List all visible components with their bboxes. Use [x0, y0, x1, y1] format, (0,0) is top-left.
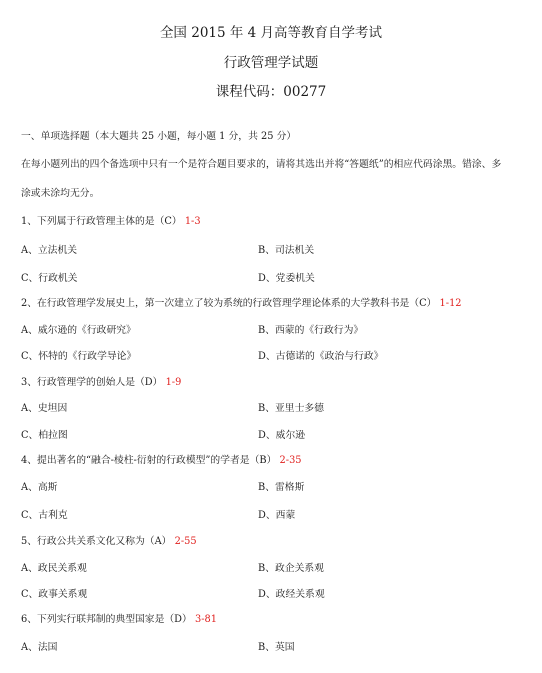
instruction-line-1: 在每小题列出的四个备选项中只有一个是符合题目要求的，请将其选出并将“答题纸”的相应代码涂黑。错涂、多	[21, 159, 502, 170]
option-b: B、亚里士多德	[258, 403, 324, 414]
question-reference: 2-55	[174, 536, 197, 547]
question-reference: 1-12	[439, 298, 462, 309]
section-heading: 一、单项选择题（本大题共 25 小题，每小题 1 分，共 25 分）	[21, 131, 297, 142]
option-a: A、高斯	[21, 482, 58, 493]
question-stem	[21, 374, 181, 388]
exam-subject: 行政管理学试题	[223, 55, 319, 71]
option-c: C、古利克	[21, 510, 68, 521]
option-b: B、英国	[258, 642, 295, 653]
question-reference: 3-81	[194, 614, 217, 625]
option-d: D、党委机关	[258, 273, 315, 284]
option-d: D、政经关系观	[258, 589, 325, 600]
option-c: C、柏拉图	[21, 430, 68, 441]
option-a: A、立法机关	[21, 245, 78, 256]
question-reference: 2-35	[279, 455, 302, 466]
option-c: C、行政机关	[21, 273, 78, 284]
question-text: 1、下列属于行政管理主体的是（C）	[21, 216, 182, 227]
option-a: A、史坦因	[21, 403, 68, 414]
question-stem	[21, 213, 201, 227]
option-b: B、政企关系观	[258, 563, 324, 574]
question-stem	[21, 533, 197, 547]
option-b: B、雷格斯	[258, 482, 305, 493]
course-code: 课程代码：00277	[215, 84, 327, 100]
question-text: 4、提出著名的“融合-棱柱-衍射的行政模型”的学者是（B）	[21, 455, 277, 466]
question-text: 3、行政管理学的创始人是（D）	[21, 377, 163, 388]
option-c: C、怀特的《行政学导论》	[21, 351, 137, 362]
option-a: A、法国	[21, 642, 58, 653]
option-a: A、政民关系观	[21, 563, 87, 574]
question-text: 5、行政公共关系文化又称为（A）	[21, 536, 172, 547]
option-d: D、西蒙	[258, 510, 296, 521]
option-c: C、政事关系观	[21, 589, 88, 600]
option-d: D、威尔逊	[258, 430, 306, 441]
question-stem	[21, 611, 217, 625]
question-text: 6、下列实行联邦制的典型国家是（D）	[21, 614, 192, 625]
option-d: D、古德诺的《政治与行政》	[258, 351, 384, 362]
option-a: A、威尔逊的《行政研究》	[21, 325, 136, 336]
question-reference: 1-3	[184, 216, 201, 227]
option-b: B、西蒙的《行政行为》	[258, 325, 364, 336]
question-reference: 1-9	[165, 377, 182, 388]
question-text: 2、在行政管理学发展史上，第一次建立了较为系统的行政管理学理论体系的大学教科书是（C）	[21, 298, 437, 309]
instruction-line-2: 涂或未涂均无分。	[21, 188, 100, 199]
exam-title: 全国 2015 年 4 月高等教育自学考试	[159, 25, 383, 41]
question-stem	[21, 295, 462, 309]
option-b: B、司法机关	[258, 245, 315, 256]
question-stem	[21, 452, 302, 466]
